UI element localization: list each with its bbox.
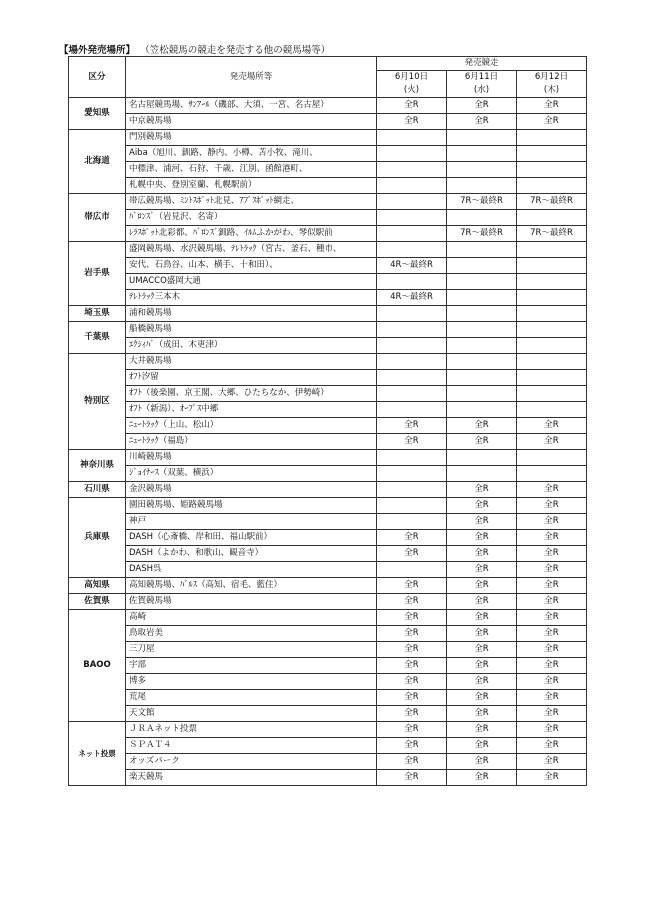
- table-row: [69, 354, 587, 370]
- race-cell-day-1: [377, 162, 447, 178]
- race-cell-day-1: 全R: [377, 674, 447, 690]
- venue-cell: 門別競馬場: [126, 130, 377, 146]
- race-cell-day-2: 全R: [447, 562, 517, 578]
- race-cell-day-2: 全R: [447, 626, 517, 642]
- race-cell-day-1: 全R: [377, 434, 447, 450]
- table-row: [69, 290, 587, 306]
- table-row: [69, 114, 587, 130]
- venue-table: [68, 56, 587, 786]
- table-row: [69, 226, 587, 242]
- venue-cell: 大井競馬場: [126, 354, 377, 370]
- race-cell-day-3: [517, 162, 587, 178]
- race-cell-day-3: [517, 386, 587, 402]
- venue-cell: Aiba（旭川、釧路、静内、小樽、苫小牧、滝川、: [126, 146, 377, 162]
- race-cell-day-3: 全R: [517, 706, 587, 722]
- race-cell-day-2: 全R: [447, 578, 517, 594]
- region-cell: 岩手県: [69, 242, 126, 306]
- table-row: [69, 370, 587, 386]
- header-race-group: 発売競走: [377, 57, 587, 71]
- venue-cell: 帯広競馬場、ﾐﾝﾄｽﾎﾟｯﾄ北見、ｱﾌﾟｽﾎﾟｯﾄ網走、: [126, 194, 377, 210]
- venue-cell: 高知競馬場、ﾊﾞﾙｽ（高知、宿毛、藍住）: [126, 578, 377, 594]
- region-cell: 兵庫県: [69, 498, 126, 578]
- venue-cell: 浦和競馬場: [126, 306, 377, 322]
- venue-cell: UMACCO盛岡大通: [126, 274, 377, 290]
- race-cell-day-3: 全R: [517, 498, 587, 514]
- race-cell-day-2: 全R: [447, 642, 517, 658]
- race-cell-day-1: [377, 354, 447, 370]
- race-cell-day-1: [377, 146, 447, 162]
- table-row: [69, 754, 587, 770]
- venue-cell: 荒尾: [126, 690, 377, 706]
- race-cell-day-3: 全R: [517, 418, 587, 434]
- race-cell-day-2: [447, 290, 517, 306]
- venue-cell: 神戸: [126, 514, 377, 530]
- race-cell-day-2: [447, 466, 517, 482]
- race-cell-day-2: [447, 306, 517, 322]
- race-cell-day-3: [517, 450, 587, 466]
- table-row: [69, 674, 587, 690]
- race-cell-day-1: 全R: [377, 754, 447, 770]
- race-cell-day-3: [517, 210, 587, 226]
- race-cell-day-2: [447, 242, 517, 258]
- venue-cell: 中標津、浦河、石狩、千歳、江別、函館港町、: [126, 162, 377, 178]
- table-row: [69, 498, 587, 514]
- race-cell-day-2: 全R: [447, 674, 517, 690]
- race-cell-day-3: 全R: [517, 514, 587, 530]
- venue-cell: 川崎競馬場: [126, 450, 377, 466]
- region-cell: 神奈川県: [69, 450, 126, 482]
- race-cell-day-3: [517, 242, 587, 258]
- venue-cell: 佐賀競馬場: [126, 594, 377, 610]
- table-row: [69, 738, 587, 754]
- table-row: [69, 194, 587, 210]
- race-cell-day-3: [517, 178, 587, 194]
- race-cell-day-3: 全R: [517, 530, 587, 546]
- venue-cell: DASH（心斎橋、岸和田、福山駅前）: [126, 530, 377, 546]
- race-cell-day-2: 全R: [447, 658, 517, 674]
- race-cell-day-1: [377, 242, 447, 258]
- race-cell-day-3: 全R: [517, 610, 587, 626]
- race-cell-day-2: 全R: [447, 482, 517, 498]
- race-cell-day-1: 全R: [377, 530, 447, 546]
- race-cell-day-2: [447, 386, 517, 402]
- race-cell-day-3: 全R: [517, 562, 587, 578]
- race-cell-day-1: 全R: [377, 770, 447, 786]
- venue-cell: 金沢競馬場: [126, 482, 377, 498]
- table-row: [69, 514, 587, 530]
- race-cell-day-1: 全R: [377, 642, 447, 658]
- race-cell-day-2: 全R: [447, 530, 517, 546]
- venue-cell: ＪＲＡネット投票: [126, 722, 377, 738]
- race-cell-day-1: [377, 274, 447, 290]
- race-cell-day-3: [517, 274, 587, 290]
- table-row: [69, 130, 587, 146]
- race-cell-day-2: 全R: [447, 434, 517, 450]
- race-cell-day-3: 全R: [517, 626, 587, 642]
- race-cell-day-1: [377, 226, 447, 242]
- region-cell: 佐賀県: [69, 594, 126, 610]
- race-cell-day-3: 全R: [517, 690, 587, 706]
- table-row: [69, 242, 587, 258]
- race-cell-day-2: 全R: [447, 498, 517, 514]
- race-cell-day-3: [517, 306, 587, 322]
- race-cell-day-2: [447, 322, 517, 338]
- date-1-label: 6月10日: [394, 72, 429, 82]
- table-row: [69, 434, 587, 450]
- race-cell-day-1: 全R: [377, 114, 447, 130]
- race-cell-day-1: 全R: [377, 658, 447, 674]
- header-date-2: [447, 71, 517, 98]
- race-cell-day-2: [447, 178, 517, 194]
- venue-cell: ﾊﾞﾛﾝｽﾞ（岩見沢、名寄）: [126, 210, 377, 226]
- table-row: [69, 146, 587, 162]
- race-cell-day-3: 全R: [517, 674, 587, 690]
- venue-cell: 名古屋競馬場、ｻﾝｱｰﾙ（磯部、大須、一宮、名古屋）: [126, 98, 377, 114]
- race-cell-day-3: 7R～最終R: [517, 226, 587, 242]
- table-row: [69, 562, 587, 578]
- race-cell-day-3: [517, 130, 587, 146]
- venue-cell: 天文館: [126, 706, 377, 722]
- race-cell-day-3: 全R: [517, 546, 587, 562]
- race-cell-day-1: [377, 370, 447, 386]
- race-cell-day-3: 全R: [517, 722, 587, 738]
- race-cell-day-1: 4R～最終R: [377, 290, 447, 306]
- race-cell-day-1: 4R～最終R: [377, 258, 447, 274]
- race-cell-day-1: [377, 514, 447, 530]
- race-cell-day-3: [517, 258, 587, 274]
- region-cell: 千葉県: [69, 322, 126, 354]
- header-date-3: [517, 71, 587, 98]
- race-cell-day-2: 全R: [447, 722, 517, 738]
- region-cell: 帯広市: [69, 194, 126, 242]
- race-cell-day-3: 全R: [517, 434, 587, 450]
- venue-cell: 三刀屋: [126, 642, 377, 658]
- table-row: [69, 418, 587, 434]
- race-cell-day-3: 全R: [517, 754, 587, 770]
- table-row: [69, 178, 587, 194]
- race-cell-day-1: 全R: [377, 594, 447, 610]
- caption-subtitle: （笠松競馬の競走を発売する他の競馬場等）: [145, 45, 331, 56]
- table-row: [69, 690, 587, 706]
- date-3-dow: (木): [543, 85, 560, 95]
- region-cell: 北海道: [69, 130, 126, 194]
- table-row: [69, 466, 587, 482]
- race-cell-day-3: [517, 146, 587, 162]
- table-row: [69, 338, 587, 354]
- table-row: [69, 546, 587, 562]
- race-cell-day-1: [377, 194, 447, 210]
- race-cell-day-1: 全R: [377, 706, 447, 722]
- race-cell-day-3: [517, 322, 587, 338]
- venue-cell: ＳＰＡＴ４: [126, 738, 377, 754]
- date-3-label: 6月12日: [534, 72, 569, 82]
- race-cell-day-1: [377, 498, 447, 514]
- region-cell: BAOO: [69, 610, 126, 722]
- region-cell: 愛知県: [69, 98, 126, 130]
- venue-cell: 中京競馬場: [126, 114, 377, 130]
- race-cell-day-3: 全R: [517, 658, 587, 674]
- race-cell-day-1: [377, 466, 447, 482]
- venue-cell: 宇部: [126, 658, 377, 674]
- venue-cell: 鳥取岩美: [126, 626, 377, 642]
- table-row: [69, 162, 587, 178]
- race-cell-day-3: 全R: [517, 114, 587, 130]
- race-cell-day-1: 全R: [377, 418, 447, 434]
- race-cell-day-3: [517, 338, 587, 354]
- race-cell-day-1: [377, 338, 447, 354]
- venue-cell: ｼﾞｮｲﾅｰｽ（双葉、横浜）: [126, 466, 377, 482]
- header-row-top: [69, 57, 587, 71]
- table-row: [69, 258, 587, 274]
- venue-cell: 高崎: [126, 610, 377, 626]
- race-cell-day-2: [447, 130, 517, 146]
- venue-cell: ｵﾌﾄ（後楽園、京王閣、大郷、ひたちなか、伊勢崎）: [126, 386, 377, 402]
- race-cell-day-2: 全R: [447, 98, 517, 114]
- race-cell-day-3: 全R: [517, 594, 587, 610]
- race-cell-day-1: 全R: [377, 626, 447, 642]
- race-cell-day-2: 全R: [447, 690, 517, 706]
- date-2-label: 6月11日: [464, 72, 499, 82]
- race-cell-day-1: 全R: [377, 738, 447, 754]
- race-cell-day-2: [447, 274, 517, 290]
- venue-cell: ｵﾌﾄ汐留: [126, 370, 377, 386]
- table-row: [69, 594, 587, 610]
- race-cell-day-3: 全R: [517, 770, 587, 786]
- venue-cell: 園田競馬場、姫路競馬場: [126, 498, 377, 514]
- race-cell-day-1: [377, 178, 447, 194]
- race-cell-day-2: [447, 450, 517, 466]
- race-cell-day-2: 7R～最終R: [447, 194, 517, 210]
- race-cell-day-2: 全R: [447, 114, 517, 130]
- region-cell: ネット投票: [69, 722, 126, 786]
- race-cell-day-1: 全R: [377, 546, 447, 562]
- race-cell-day-3: 全R: [517, 98, 587, 114]
- venue-cell: ﾆｭｰﾄﾗｯｸ（福島）: [126, 434, 377, 450]
- table-row: [69, 402, 587, 418]
- table-row: [69, 610, 587, 626]
- venue-cell: ﾃﾚﾄﾗｯｸ三本木: [126, 290, 377, 306]
- region-cell: 特別区: [69, 354, 126, 450]
- table-row: [69, 274, 587, 290]
- table-row: [69, 626, 587, 642]
- table-row: [69, 386, 587, 402]
- race-cell-day-2: 全R: [447, 610, 517, 626]
- region-cell: 石川県: [69, 482, 126, 498]
- venue-cell: ﾚﾗｽﾎﾟｯﾄ北彩都、ﾊﾞﾛﾝｽﾞ釧路、ｲﾙﾑふかがわ、琴似駅前: [126, 226, 377, 242]
- race-cell-day-3: 全R: [517, 738, 587, 754]
- race-cell-day-3: 全R: [517, 578, 587, 594]
- race-cell-day-2: [447, 370, 517, 386]
- race-cell-day-1: 全R: [377, 690, 447, 706]
- race-cell-day-2: [447, 402, 517, 418]
- table-row: [69, 770, 587, 786]
- race-cell-day-2: 全R: [447, 546, 517, 562]
- date-1-dow: (火): [403, 85, 420, 95]
- race-cell-day-1: [377, 450, 447, 466]
- table-row: [69, 322, 587, 338]
- race-cell-day-2: 全R: [447, 754, 517, 770]
- race-cell-day-1: [377, 402, 447, 418]
- race-cell-day-1: 全R: [377, 610, 447, 626]
- venue-cell: 船橋競馬場: [126, 322, 377, 338]
- table-row: [69, 658, 587, 674]
- race-cell-day-2: 全R: [447, 738, 517, 754]
- date-2-dow: (水): [473, 85, 490, 95]
- race-cell-day-1: [377, 482, 447, 498]
- race-cell-day-2: [447, 162, 517, 178]
- region-cell: 高知県: [69, 578, 126, 594]
- race-cell-day-3: 7R～最終R: [517, 194, 587, 210]
- race-cell-day-2: 全R: [447, 770, 517, 786]
- table-row: [69, 642, 587, 658]
- venue-cell: 安代、石鳥谷、山本、横手、十和田）、: [126, 258, 377, 274]
- race-cell-day-1: [377, 562, 447, 578]
- race-cell-day-2: [447, 258, 517, 274]
- venue-cell: 札幌中央、登別室蘭、札幌駅前）: [126, 178, 377, 194]
- race-cell-day-2: 全R: [447, 514, 517, 530]
- table-row: [69, 706, 587, 722]
- venue-cell: 楽天競馬: [126, 770, 377, 786]
- table-row: [69, 306, 587, 322]
- header-region: 区分: [69, 57, 126, 98]
- race-cell-day-1: [377, 306, 447, 322]
- header-venue: 発売場所等: [126, 57, 377, 98]
- race-cell-day-2: 全R: [447, 706, 517, 722]
- race-cell-day-2: [447, 210, 517, 226]
- race-cell-day-1: 全R: [377, 578, 447, 594]
- table-row: [69, 722, 587, 738]
- race-cell-day-1: 全R: [377, 722, 447, 738]
- table-body: [69, 98, 587, 786]
- race-cell-day-2: [447, 338, 517, 354]
- race-cell-day-3: [517, 402, 587, 418]
- race-cell-day-3: [517, 370, 587, 386]
- race-cell-day-3: [517, 466, 587, 482]
- race-cell-day-3: 全R: [517, 642, 587, 658]
- race-cell-day-2: 全R: [447, 418, 517, 434]
- race-cell-day-2: 7R～最終R: [447, 226, 517, 242]
- caption-title: 【場外発売場所】: [59, 45, 136, 56]
- race-cell-day-2: [447, 146, 517, 162]
- venue-cell: DASH呉: [126, 562, 377, 578]
- race-cell-day-1: [377, 130, 447, 146]
- venue-cell: ｴｸｼｨﾊﾞ（成田、木更津）: [126, 338, 377, 354]
- race-cell-day-1: [377, 322, 447, 338]
- race-cell-day-2: 全R: [447, 594, 517, 610]
- race-cell-day-3: [517, 290, 587, 306]
- page-caption: [59, 42, 330, 56]
- table-row: [69, 98, 587, 114]
- header-date-1: [377, 71, 447, 98]
- table-row: [69, 578, 587, 594]
- race-cell-day-1: [377, 210, 447, 226]
- race-cell-day-3: [517, 354, 587, 370]
- table-row: [69, 210, 587, 226]
- race-cell-day-3: 全R: [517, 482, 587, 498]
- venue-cell: オッズパーク: [126, 754, 377, 770]
- venue-cell: ｵﾌﾄ（新潟）、ｵｰﾌﾟｽ中郷: [126, 402, 377, 418]
- table-row: [69, 450, 587, 466]
- table-row: [69, 530, 587, 546]
- table-row: [69, 482, 587, 498]
- venue-cell: 博多: [126, 674, 377, 690]
- race-cell-day-1: [377, 386, 447, 402]
- race-cell-day-2: [447, 354, 517, 370]
- venue-cell: ﾆｭｰﾄﾗｯｸ（上山、松山）: [126, 418, 377, 434]
- venue-cell: 盛岡競馬場、水沢競馬場、ﾃﾚﾄﾗｯｸ（宮古、釜石、種市、: [126, 242, 377, 258]
- region-cell: 埼玉県: [69, 306, 126, 322]
- race-cell-day-1: 全R: [377, 98, 447, 114]
- venue-cell: DASH（よかわ、和歌山、観音寺）: [126, 546, 377, 562]
